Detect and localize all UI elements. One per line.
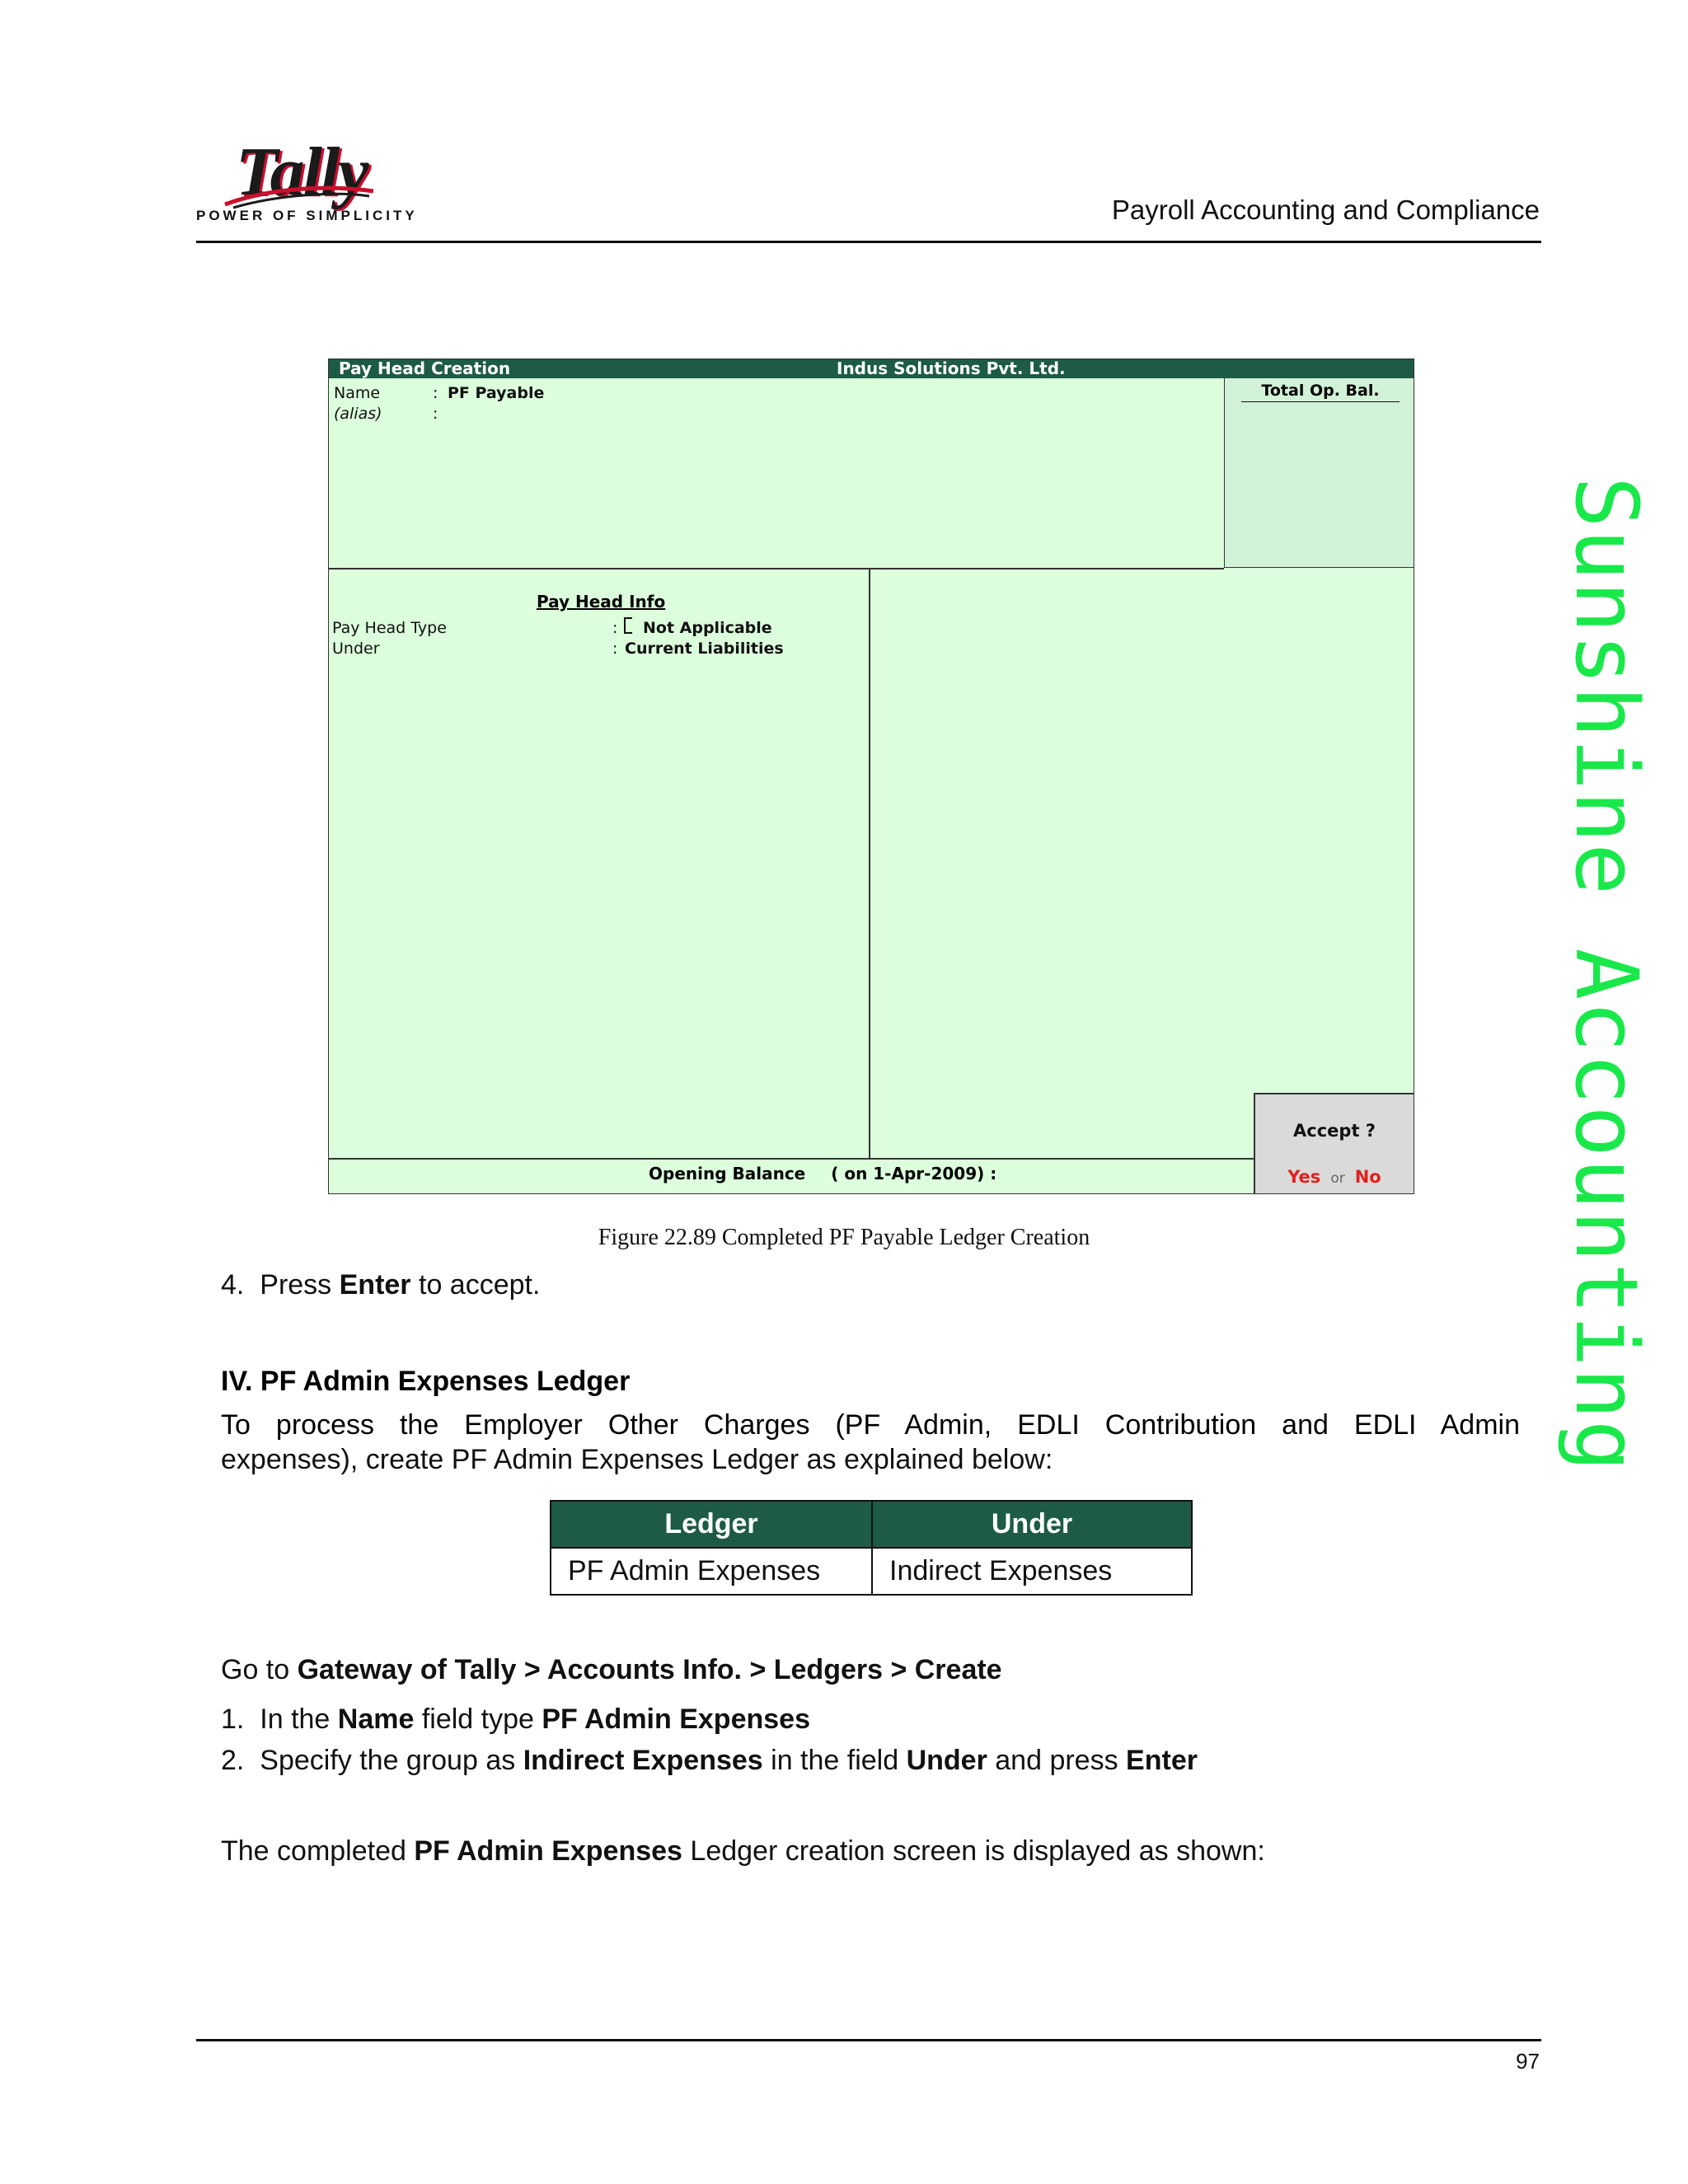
- tally-company-name: Indus Solutions Pvt. Ltd.: [837, 359, 1066, 378]
- step-number: 1.: [221, 1704, 245, 1735]
- pay-head-type-separator: :: [612, 619, 618, 637]
- footer-divider: [196, 2039, 1541, 2041]
- header-section-title: Payroll Accounting and Compliance: [1111, 194, 1540, 225]
- step-keyword: Indirect Expenses: [523, 1745, 763, 1776]
- step-keyword: Under: [906, 1745, 987, 1776]
- yes-button[interactable]: Yes: [1287, 1167, 1321, 1187]
- note-text: Ledger creation screen is displayed as shown:: [682, 1835, 1265, 1867]
- logo-swoosh-icon: [221, 180, 377, 211]
- step-keyword: Name: [337, 1704, 415, 1735]
- screen-divider-vertical: [869, 568, 870, 1158]
- name-label: Name: [334, 384, 381, 402]
- under-separator: :: [612, 640, 618, 658]
- step-text: Specify the group as: [260, 1745, 523, 1776]
- table-cell-under: Indirect Expenses: [872, 1548, 1192, 1595]
- step-keyword: Enter: [1126, 1745, 1198, 1776]
- tally-logo: [196, 132, 418, 227]
- logo-tagline: POWER OF SIMPLICITY: [196, 208, 418, 223]
- goto-instruction: [221, 1654, 1002, 1686]
- table-header-row: [551, 1501, 1192, 1548]
- step-4: [221, 1269, 540, 1301]
- table-cell-ledger: PF Admin Expenses: [551, 1548, 872, 1595]
- accept-dialog: [1254, 1093, 1414, 1193]
- no-button[interactable]: No: [1354, 1167, 1381, 1187]
- accept-options: [1255, 1167, 1414, 1187]
- tally-title-bar: [329, 359, 1414, 378]
- alias-separator: :: [433, 405, 438, 423]
- under-label: Under: [332, 640, 380, 658]
- column-header-under: Under: [872, 1501, 1192, 1548]
- screen-divider-bottom: [329, 1158, 1255, 1160]
- note-text: The completed: [221, 1835, 415, 1867]
- opening-balance-row[interactable]: [649, 1164, 996, 1183]
- step-2: [221, 1745, 1198, 1777]
- watermark: Sunshine Accounting: [1556, 476, 1657, 1473]
- tally-screen-title: Pay Head Creation: [339, 359, 511, 378]
- opening-balance-label: Opening Balance: [649, 1164, 806, 1183]
- under-field[interactable]: Current Liabilities: [625, 640, 784, 658]
- pay-head-info-heading: Pay Head Info: [537, 592, 666, 612]
- step-number: 2.: [221, 1745, 245, 1776]
- section-heading: IV. PF Admin Expenses Ledger: [221, 1366, 631, 1397]
- text-cursor-icon: [624, 617, 632, 634]
- total-op-bal-panel: [1224, 378, 1414, 568]
- step-keyword: PF Admin Expenses: [542, 1704, 810, 1735]
- name-separator: :: [433, 384, 438, 402]
- accept-question: Accept ?: [1293, 1121, 1376, 1141]
- step-text: field type: [414, 1704, 542, 1735]
- intro-line-2: expenses), create PF Admin Expenses Ledger as explained below:: [221, 1444, 1053, 1475]
- goto-path: Gateway of Tally > Accounts Info. > Ledgers > Create: [297, 1654, 1002, 1685]
- tally-pay-head-creation-screen: [328, 359, 1414, 1194]
- pay-head-type-label: Pay Head Type: [332, 619, 447, 637]
- step-keyword: Enter: [339, 1269, 411, 1301]
- or-text: or: [1330, 1170, 1345, 1187]
- column-header-ledger: Ledger: [551, 1501, 872, 1548]
- logo-wordmark: Tally: [236, 134, 368, 210]
- table-row: [551, 1548, 1192, 1595]
- header-divider: [196, 241, 1541, 243]
- completed-note: [221, 1835, 1265, 1868]
- step-text: and press: [987, 1745, 1127, 1776]
- step-text: Press: [260, 1269, 340, 1301]
- name-field[interactable]: PF Payable: [448, 384, 545, 402]
- pay-head-type-field[interactable]: Not Applicable: [643, 619, 772, 637]
- opening-balance-date: ( on 1-Apr-2009) :: [831, 1164, 997, 1183]
- intro-line-1: To process the Employer Other Charges (PF Admin, EDLI Contribution and EDLI Admin: [221, 1409, 1520, 1441]
- note-keyword: PF Admin Expenses: [414, 1835, 682, 1867]
- goto-text: Go to: [221, 1654, 298, 1685]
- step-text: in the field: [762, 1745, 907, 1776]
- step-number: 4.: [221, 1269, 245, 1301]
- ledger-table: [550, 1500, 1193, 1596]
- step-1: [221, 1704, 810, 1736]
- step-text: In the: [260, 1704, 338, 1735]
- screen-divider-top: [329, 568, 1224, 569]
- alias-label: (alias): [334, 405, 382, 423]
- step-text: to accept.: [410, 1269, 541, 1301]
- page-number: 97: [1516, 2049, 1540, 2074]
- figure-caption: Figure 22.89 Completed PF Payable Ledger Creation: [598, 1225, 1090, 1250]
- total-op-bal-heading: Total Op. Bal.: [1241, 382, 1400, 402]
